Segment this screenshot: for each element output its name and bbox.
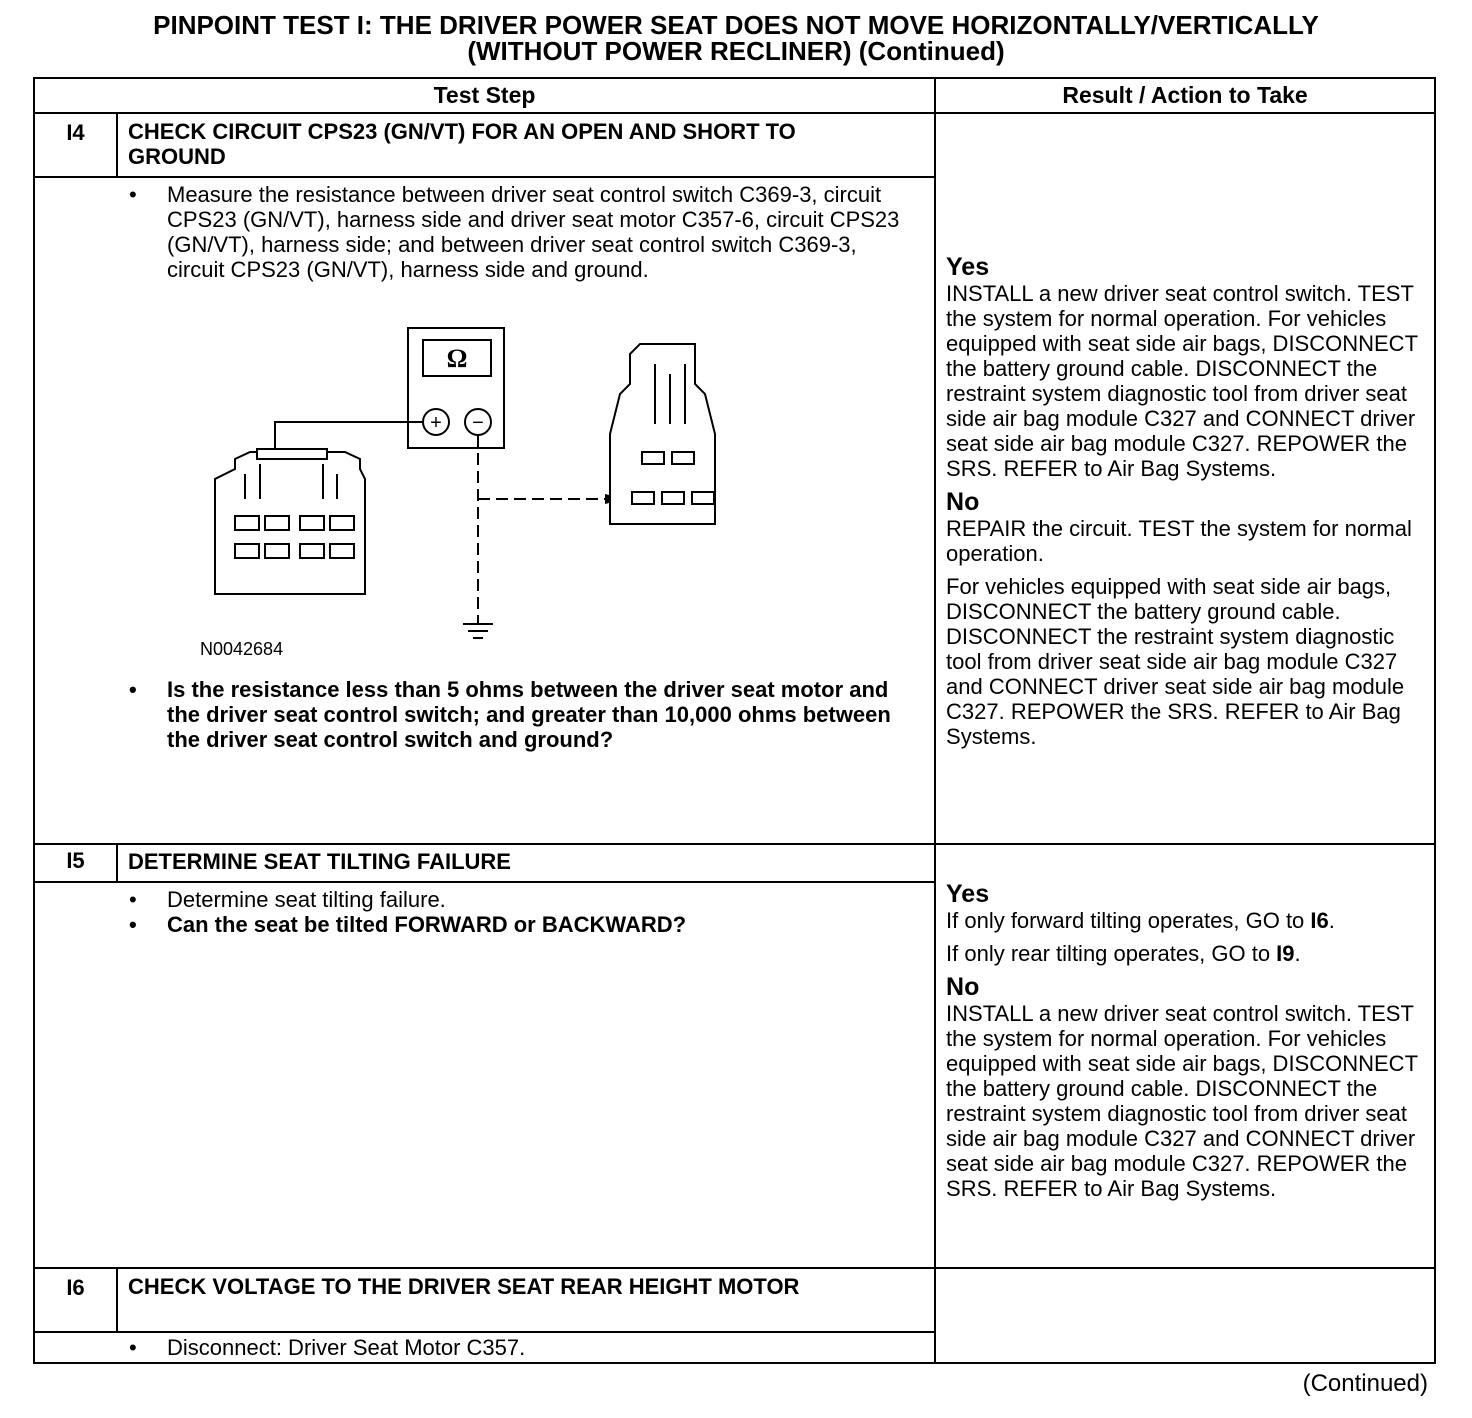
i4-no-label: No [946,488,980,516]
plus-symbol: + [430,412,442,434]
i4-yes-label: Yes [946,253,990,281]
step-i5-heading-row [34,844,1435,882]
step-i5-heading: DETERMINE SEAT TILTING FAILURE [117,844,935,882]
i5-bullet-question: • Can the seat be tilted FORWARD or BACKWARD? [35,912,934,937]
step-id-i5: I5 [34,844,117,882]
continued-label: (Continued) [1302,1370,1428,1397]
i4-bullet-measure: • Measure the resistance between driver seat control switch C369-3, circuit CPS23 (GN/VT), harness side and driver seat motor C357-6, circuit CPS23 (GN/VT), harness side; and between driver seat control switch C369-3, circuit CPS23 (GN/VT), harness side and ground. [35,182,934,282]
title-line-2: (WITHOUT POWER RECLINER) (Continued) [467,36,1005,66]
i4-bullet-question: • Is the resistance less than 5 ohms between the driver seat motor and the driver seat control switch; and greater than 10,000 ohms between the driver seat control switch and ground? [35,677,934,752]
i4-yes-text: INSTALL a new driver seat control switch. TEST the system for normal operation. For vehicles equipped with seat side air bags, DISCONNECT the battery ground cable. DISCONNECT the restraint system diagnostic tool from driver seat side air bag module C327 and CONNECT driver seat side air bag module C327. REPOWER the SRS. REFER to Air Bag Systems. [946,281,1418,481]
step-i6-heading-row [34,1268,1435,1332]
step-i4-heading: CHECK CIRCUIT CPS23 (GN/VT) FOR AN OPEN AND SHORT TO GROUND [117,113,935,177]
i4-no-text-2: For vehicles equipped with seat side air bags, DISCONNECT the battery ground cable. DISCONNECT the restraint system diagnostic tool from driver seat side air bag module C327 and CONNECT driver seat side air bag module C327. REPOWER the SRS. REFER to Air Bag Systems. [946,574,1405,749]
step-i4-heading-row [34,113,1435,177]
header-test-step: Test Step [34,78,935,113]
pinpoint-test-table [33,77,1436,1364]
i5-yes-label: Yes [946,880,990,908]
i5-no-text: INSTALL a new driver seat control switch. TEST the system for normal operation. For vehicles equipped with seat side air bags, DISCONNECT the battery ground cable. DISCONNECT the restraint system diagnostic tool from driver seat side air bag module C327 and CONNECT driver seat side air bag module C327. REPOWER the SRS. REFER to Air Bag Systems. [946,1001,1418,1201]
wiring-figure [165,294,525,659]
step-i6-result [935,1268,1435,1363]
minus-symbol: − [472,412,484,434]
step-i5-body [34,882,935,1268]
i4-no-text-1: REPAIR the circuit. TEST the system for normal operation. [946,516,1412,566]
page-title [0,12,1472,64]
ohm-symbol: Ω [446,344,468,373]
i5-yes-line-1: If only forward tilting operates, GO to I6. [946,908,1335,933]
step-i6-body [34,1332,935,1363]
step-i6-heading: CHECK VOLTAGE TO THE DRIVER SEAT REAR HEIGHT MOTOR [117,1268,935,1332]
figure-code: N0042684 [200,639,284,659]
step-i4-result [935,113,1435,844]
motor-connector-c357 [610,344,715,524]
title-line-1: PINPOINT TEST I: THE DRIVER POWER SEAT DOES NOT MOVE HORIZONTALLY/VERTICALLY [153,10,1319,40]
step-i5-result [935,844,1435,1268]
header-result-action: Result / Action to Take [935,78,1435,113]
step-id-i4: I4 [34,113,117,177]
step-i4-body [34,177,935,844]
switch-connector-c369 [215,449,365,594]
i6-bullet-disconnect: • Disconnect: Driver Seat Motor C357. [35,1335,934,1360]
i5-bullet-determine: • Determine seat tilting failure. [35,887,934,912]
i5-yes-line-2: If only rear tilting operates, GO to I9. [946,941,1301,966]
table-header-row [34,78,1435,113]
step-id-i6: I6 [34,1268,117,1332]
i5-no-label: No [946,973,980,1001]
ohmmeter-connector-diagram [165,294,725,654]
